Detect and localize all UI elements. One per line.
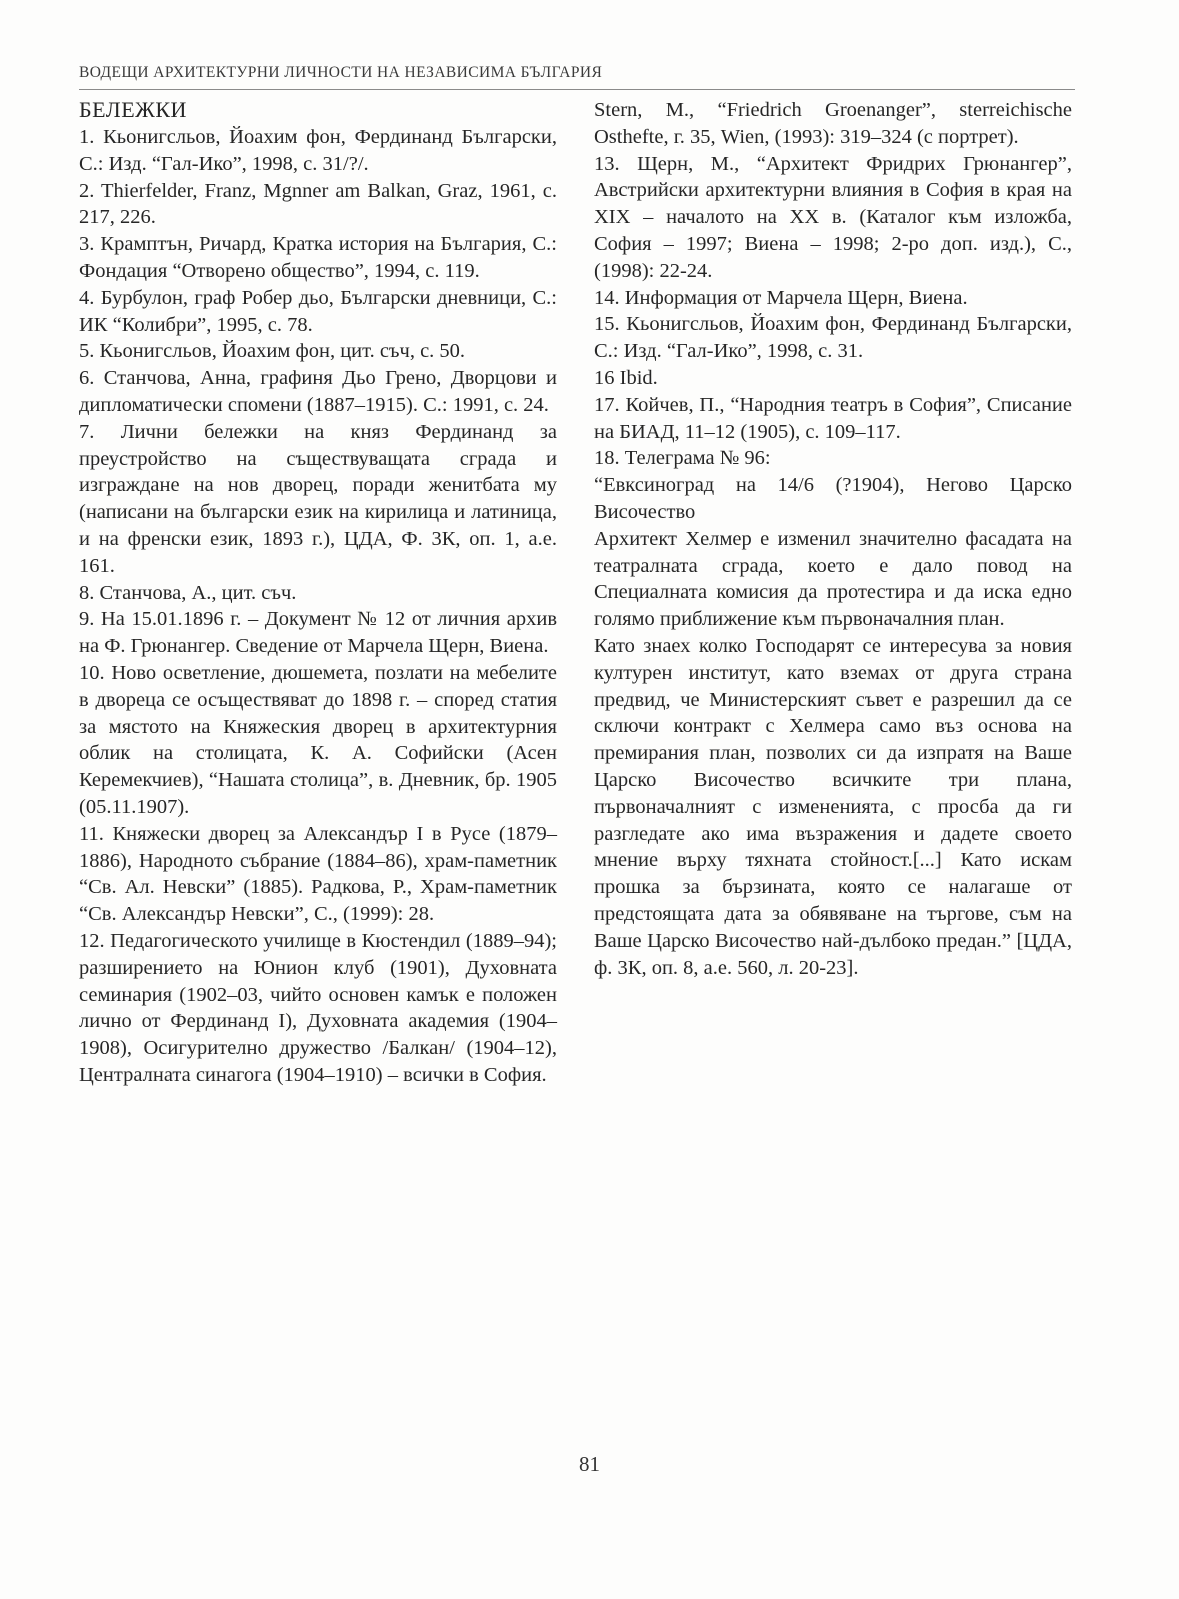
section-title: БЕЛЕЖКИ: [79, 97, 187, 122]
note-1: 1. Кьонигсльов, Йоахим фон, Фердинанд Български, С.: Изд. “Гал-Ико”, 1998, с. 31/?/.: [79, 126, 557, 175]
note-12: 12. Педагогическото училище в Кюстендил (1889–94); разширението на Юнион клуб (1901), Духовната семинария (1902–03, чийто основен камък е положен лично от Фердинанд I), Духовната академия (1904–1908), Осигурително дружество /Балкан/ (1904–12), Централната синагога (1904–1910) – всички в София.: [79, 929, 557, 1086]
notes-column-right: [594, 97, 1072, 981]
note-4: 4. Бурбулон, граф Робер дьо, Български дневници, С.: ИК “Колибри”, 1995, с. 78.: [79, 286, 557, 336]
telegram-paragraph-1: Архитект Хелмер е изменил значително фасадата на театралната сграда, което е дало повод на Специалната комисия да протестира и да иска едно голямо приближение към първоначалния план.: [594, 527, 1072, 631]
note-15: 15. Кьонигсльов, Йоахим фон, Фердинанд Български, С.: Изд. “Гал-Ико”, 1998, с. 31.: [594, 313, 1072, 363]
note-2: 2. Thierfelder, Franz, Mgnner am Balkan, Graz, 1961, с. 217, 226.: [79, 179, 557, 229]
note-11: 11. Княжески дворец за Александър I в Русе (1879–1886), Народното събрание (1884–86), храм-паметник “Св. Ал. Невски” (1885). Радкова, Р., Храм-паметник “Св. Александър Невски”, С., (1999): 28.: [79, 822, 557, 926]
notes-column-left: [79, 97, 557, 1089]
telegram-paragraph-2: Като знаех колко Господарят се интересува за новия културен институт, като вземах от друга страна предвид, че Министерският съвет е разрешил да се сключи контракт с Хелмера само въз основа на премирания план, позволих си да изпратя на Ваше Царско Височество всичките три плана, първоначалният с измененията, с просба да ги разгледате ако има възражения и дадете своето мнение върху тяхната стойност.[...] Като искам прошка за бързината, която се налагаше от предстоящата дата за обявяване на търгове, съм на Ваше Царско Височество най-дълбоко предан.” [ЦДА, ф. 3К, оп. 8, а.е. 560, л. 20-23].: [594, 634, 1072, 979]
note-10: 10. Ново осветление, дюшемета, позлати на мебелите в двореца се осъществяват до 1898 г. – според статия за мястото на Княжеския дворец в архитектурния облик на столицата, К. А. Софийски (Асен Керемекчиев), “Нашата столица”, в. Дневник, бр. 1905 (05.11.1907).: [79, 661, 557, 818]
note-17: 17. Койчев, П., “Народния театръ в София”, Списание на БИАД, 11–12 (1905), с. 109–117.: [594, 393, 1072, 443]
telegram-heading: “Евксиноград на 14/6 (?1904), Негово Царско Височество: [594, 474, 1072, 523]
note-5: 5. Кьонигсльов, Йоахим фон, цит. съч, с. 50.: [79, 340, 466, 363]
note-8: 8. Станчова, А., цит. съч.: [79, 581, 297, 604]
note-13: 13. Щерн, М., “Архитект Фридрих Грюнангер”, Австрийски архитектурни влияния в София в края на XIX – началото на XX в. (Каталог към изложба, София – 1997; Виена – 1998; 2-ро доп. изд.), С., (1998): 22-24.: [594, 152, 1072, 282]
note-12-continuation: Stern, M., “Friedrich Groenanger”, sterreichische Osthefte, г. 35, Wien, (1993): 319–324 (с портрет).: [594, 99, 1072, 148]
page-number: 81: [579, 1452, 600, 1476]
note-3: 3. Крамптън, Ричард, Кратка история на България, С.: Фондация “Отворено общество”, 1994, с. 119.: [79, 233, 557, 282]
header-rule: [79, 89, 1075, 90]
note-16: 16 Ibid.: [594, 366, 658, 389]
running-header: ВОДЕЩИ АРХИТЕКТУРНИ ЛИЧНОСТИ НА НЕЗАВИСИМА БЪЛГАРИЯ: [79, 64, 603, 81]
note-6: 6. Станчова, Анна, графиня Дьо Грено, Дворцови и дипломатически спомени (1887–1915). С.: 1991, с. 24.: [79, 367, 557, 416]
note-9: 9. На 15.01.1896 г. – Документ № 12 от личния архив на Ф. Грюнангер. Сведение от Марчела Щерн, Виена.: [79, 608, 557, 658]
note-7: 7. Лични бележки на княз Фердинанд за преустройство на съществуващата сграда и изграждане на нов дворец, поради женитбата му (написани на български език на кирилица и латиница, и на френски език, 1893 г.), ЦДА, Ф. 3К, оп. 1, а.е. 161.: [79, 420, 557, 577]
note-18: 18. Телеграма № 96:: [594, 447, 771, 470]
note-14: 14. Информация от Марчела Щерн, Виена.: [594, 286, 968, 309]
